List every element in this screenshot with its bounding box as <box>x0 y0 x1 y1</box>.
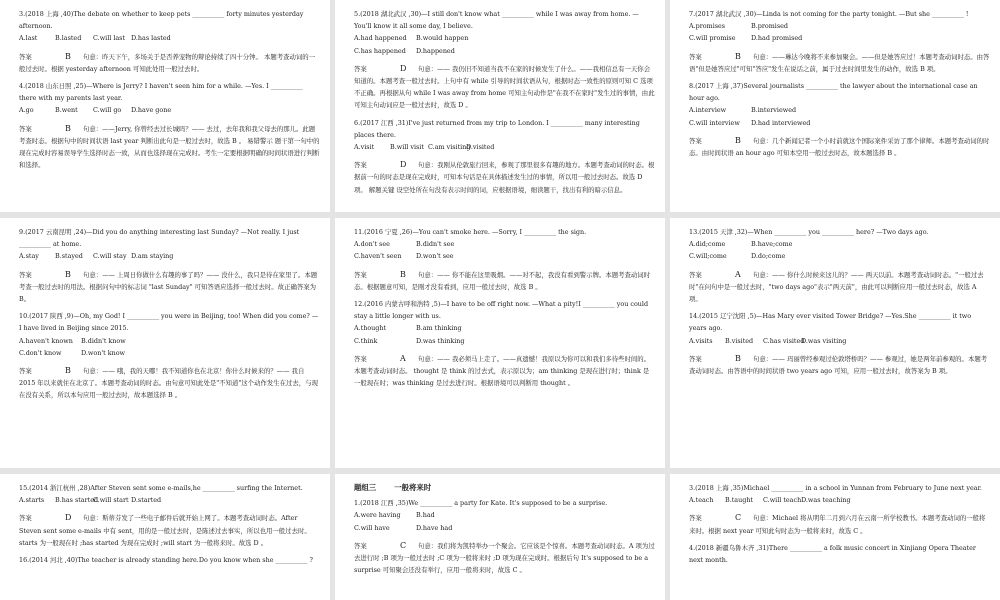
option-item: C.will teach <box>763 496 802 505</box>
option-item: C.will go <box>93 106 122 115</box>
answer-explanation <box>19 365 320 402</box>
option-item: C.am visiting <box>428 143 471 152</box>
question-text: 16.(2014 河北 ,40)The teacher is already standing here.Do you know when she __________ ? <box>19 556 313 565</box>
option-item: B.has started <box>55 496 99 505</box>
explanation-text: 句意：几个新闻记者一个小时前就这个国际案件采访了那个律师。本题考查动词的时态。由时间状语 an hour ago 可知本空用一般过去时态，故本题选择 B 。 <box>689 136 990 158</box>
answer-explanation <box>354 353 655 390</box>
question-text: 6.(2017 江西 ,31)I've just returned from my trip to London. I __________ many interesting places there. <box>354 118 640 139</box>
answer-options <box>689 104 990 128</box>
option-item: D.was visiting <box>801 336 847 345</box>
option-item: A.promises <box>689 22 726 31</box>
answer-options <box>689 238 990 262</box>
option-item: C.think <box>354 336 378 345</box>
answer-label: 答案 <box>354 541 367 550</box>
option-item: D.have had <box>416 523 453 532</box>
explanation-text: 句意：Michael 将从明年二月到六月在云南一所学校教书。本题考查动词的一般将来时。根据 next year 可知此句时态为一般将来时，故选 C 。 <box>689 514 986 535</box>
answer-label: 答案 <box>689 354 702 363</box>
option-item: D.do;come <box>751 252 786 261</box>
document-page-4 <box>0 218 330 468</box>
option-item: B.interviewed <box>751 106 797 115</box>
explanation-text: 句意：——Jerry, 你曾经去过长城吗？—— 去过，去年我和我父母去的那儿。此题考查时态。根据句中的时间状语 last year 判断出此句是一般过去时，故选 B 。 易错警示 题干第一句中的现在完成时容易误导学生选择时态一致，从而也选择现在完成时。考生一定要根据明确的时间状语进行判断和选择。 <box>19 124 320 170</box>
explanation-text: 句意：我们将为凯特举办一个聚会。它应该是个惊喜。本题考查动词时态。A 项为过去进行时 ;B 项为一般过去时 ;C 项为一般将来时 ;D 项为现在完成时。根据后句 It's supposed to be a surprise 可知聚会还没有举行，应用一般将来时，故选 C 。 <box>354 541 655 575</box>
option-item: D.had promised <box>751 34 803 43</box>
option-item: D.had interviewed <box>751 118 811 127</box>
option-item: B.will visit <box>390 143 424 152</box>
answer-options <box>354 322 655 346</box>
option-item: C.will;come <box>689 252 727 261</box>
document-page-6 <box>670 218 1000 468</box>
answer-letter: A <box>735 269 741 279</box>
question-text: 9.(2017 云南昆明 ,24)—Did you do anything interesting last Sunday? —Not really. I just __________ at home. <box>19 228 300 249</box>
option-item: A.visits <box>689 336 713 345</box>
option-item: B.stayed <box>55 252 83 261</box>
answer-label: 答案 <box>19 514 32 523</box>
question-text: 11.(2016 宁夏 ,26)—You can't smoke here. —Sorry, I __________ the sign. <box>354 228 587 236</box>
document-page-3 <box>670 0 1000 212</box>
document-page-7 <box>0 474 330 600</box>
answer-label: 答案 <box>354 64 367 73</box>
answer-letter: B <box>400 269 406 279</box>
answer-explanation <box>354 269 655 293</box>
question-text: 10.(2017 陕西 ,9)—Oh, my God! I __________ you were in Beijing, too! When did you come? —I have lived in Beijing since 2015. <box>19 312 319 333</box>
answer-options <box>354 141 655 153</box>
answer-options <box>19 32 320 44</box>
answer-label: 答案 <box>354 270 367 279</box>
option-item: B.had <box>416 511 435 520</box>
answer-label: 答案 <box>689 514 702 523</box>
explanation-text: 句意：斯蒂芬发了一些电子邮件后就开始上网了。本题考查动词时态。After Steven sent some e-mails 中有 sent，用的是一般过去时，是陈述过去事实，所以也用一般过去时。 starts 为一般现在时 ;has started 为现在完成时 ;will start 为一般将来时。故选 D 。 <box>19 514 311 547</box>
answer-options <box>689 335 990 347</box>
option-item: A.did;come <box>689 240 726 249</box>
option-item: C.will start <box>93 496 129 505</box>
answer-label: 答案 <box>689 136 702 145</box>
answer-label: 答案 <box>19 270 32 279</box>
option-item: C.will interview <box>689 118 740 127</box>
answer-explanation <box>19 51 320 75</box>
option-item: D.am staying <box>131 252 174 261</box>
answer-label: 答案 <box>354 354 367 363</box>
answer-letter: D <box>400 160 407 170</box>
explanation-text: 句意：—— 我仍旧不知道当我不在家的时候发生了什么。——我相信总有一天你会知道的。本题考查一般过去时。上句中有 while 引导的时间状语从句，根据时态一致性的原则可知 C 选项不正确。再根据从句 while I was away from home 可知主句动作是"在我不在家时"发生过的事情，由此可知主句动词应是一般过去时，故选 D 。 <box>354 64 655 110</box>
answer-label: 答案 <box>19 124 32 133</box>
option-item: B.didn't see <box>416 240 455 249</box>
answer-options <box>689 20 990 44</box>
explanation-text: 句意：—— 哦，我的天哪！我不知道你也在北京！你什么时候来的？—— 我自 2015 年以来就住在北京了。本题考查动词的时态。由句意可知此处是"不知道"这个动作发生在过去，与现在没有关系，所以本句应用一般过去时，故本题选择 B 。 <box>19 367 318 400</box>
option-item: D.won't know <box>81 348 126 357</box>
answer-label: 答案 <box>19 367 32 376</box>
answer-explanation <box>689 512 990 536</box>
option-item: C.will last <box>93 34 126 43</box>
question-text: 3.(2018 上海 ,35)Michael __________ in a school in Yunnan from February to June next year. <box>689 484 982 492</box>
explanation-text: 句意：我刚从伦敦旅行回来，参观了那里很多有趣的地方。本题考查动词的时态。根据前一句的时态是现在完成时，可知本句话是在具体描述发生过的事情，所以用一般过去时态。故选 D 项。 解题关键 设空处所在句没有表示时间的词，应根据语境，细读题干，找出有利的暗示信息。 <box>354 161 655 194</box>
option-item: B.taught <box>725 496 753 505</box>
option-item: A.thought <box>354 324 387 333</box>
question-text: 14.(2015 辽宁沈阳 ,5)—Has Mary ever visited Tower Bridge? —Yes.She __________ it two years ago. <box>689 312 972 333</box>
answer-explanation <box>19 269 320 306</box>
question-text: 3.(2018 上海 ,40)The debate on whether to keep pets __________ forty minutes yesterday afternoon. <box>19 10 304 31</box>
question-text: 7.(2017 湖北武汉 ,30)—Linda is not coming for the party tonight. —But she __________ ! <box>689 10 969 18</box>
answer-explanation <box>19 512 320 549</box>
answer-options <box>354 509 655 533</box>
option-item: D.have gone <box>131 106 172 115</box>
option-item: B.went <box>55 106 78 115</box>
section-heading <box>354 482 655 494</box>
explanation-text: 句意：—— 你什么时候来这儿的？—— 两天以前。本题考查动词时态。"一般过去时"在问句中是一般过去时，"two days ago"表示"两天前"，由此可以判断应用一般过去时态，故选 A 项。 <box>689 270 984 304</box>
option-item: B.would happen <box>416 34 469 43</box>
answer-letter: A <box>400 353 406 363</box>
answer-options <box>19 104 320 116</box>
option-item: B.have;come <box>751 240 793 249</box>
answer-options <box>354 238 655 262</box>
question-text: 13.(2015 天津 ,32)—When __________ you __________ here? —Two days ago. <box>689 228 929 236</box>
answer-explanation <box>689 51 990 75</box>
option-item: C.has happened <box>354 46 406 55</box>
explanation-text: 句意：—— 玛丽曾经参观过伦敦塔桥吗？—— 参观过，她是两年前参观的。本题考查动词时态。由答语中的时间状语 two years ago 可知，应用一般过去时，故答案为 B 项。 <box>689 354 988 376</box>
answer-options <box>19 250 320 262</box>
question-text: 5.(2018 湖北武汉 ,30)—I still don't know what __________ while I was away from home. —You'll know it all some day, I believe. <box>354 10 639 31</box>
question-text: 12.(2016 内蒙古呼和浩特 ,5)—I have to be off right now. —What a pity!I __________ you could stay a little longer with us. <box>354 300 649 321</box>
answer-options <box>19 494 320 506</box>
answer-label: 答案 <box>19 52 32 61</box>
option-item: D.happened <box>416 46 455 55</box>
document-page-2 <box>335 0 665 212</box>
answer-options <box>689 494 990 506</box>
answer-options <box>19 335 320 359</box>
explanation-text: 句意：—— 上周日你做什么有趣的事了吗？—— 没什么，我只是待在家里了。本题考查一般过去时的用法。根据问句中的标志词 "last Sunday" 可知答语应选择一般过去时。故正确答案为 B。 <box>19 270 318 304</box>
explanation-text: 句意：昨天下午，多场关于是否养宠物的辩论持续了四十分钟。 本题考查动词的一般过去时。根据 yesterday afternoon 可知此处用一般过去时。 <box>19 52 316 73</box>
option-item: C.haven't seen <box>354 252 402 261</box>
explanation-text: 句意：——琳达今晚将不来参加聚会。——但是她答应过！本题考查动词时态。由答语"但是她答应过"可知"答应"发生在说话之前，属于过去时间里发生的动作，故选 B 项。 <box>689 52 990 73</box>
option-item: D.visited <box>466 143 495 152</box>
option-item: A.teach <box>689 496 714 505</box>
option-item: C.will stay <box>93 252 127 261</box>
question-text: 4.(2018 新疆乌鲁木齐 ,31)There __________ a folk music concert in Xinjiang Opera Theater next month. <box>689 543 976 565</box>
answer-letter: C <box>735 513 742 523</box>
answer-letter: B <box>65 269 71 279</box>
answer-letter: B <box>65 366 71 376</box>
document-page-1 <box>0 0 330 212</box>
answer-letter: B <box>735 353 741 363</box>
answer-label: 答案 <box>689 52 702 61</box>
document-page-8 <box>335 474 665 600</box>
answer-letter: C <box>400 540 407 550</box>
option-item: A.go <box>19 106 34 115</box>
option-item: B.visited <box>725 336 754 345</box>
answer-explanation <box>689 353 990 377</box>
question-text: 8.(2017 上海 ,37)Several journalists __________ the lawyer about the international case an hour ago. <box>689 82 978 103</box>
answer-label: 答案 <box>689 270 702 279</box>
document-page-5 <box>335 218 665 468</box>
answer-explanation <box>19 123 320 172</box>
option-item: C.will promise <box>689 34 736 43</box>
option-item: A.don't see <box>354 240 390 249</box>
section-title: 一般将来时 <box>394 483 432 492</box>
option-item: B.promised <box>751 22 788 31</box>
question-text: 1.(2018 江西 ,35)We __________ a party for Kate. It's supposed to be a surprise. <box>354 499 608 508</box>
answer-explanation <box>689 269 990 306</box>
section-group-label: 题组三 <box>354 483 377 492</box>
answer-letter: D <box>65 513 72 523</box>
answer-options <box>354 32 655 56</box>
option-item: C.don't know <box>19 348 62 357</box>
answer-letter: B <box>735 51 741 61</box>
option-item: A.stay <box>19 252 39 261</box>
option-item: D.was thinking <box>416 336 465 345</box>
answer-letter: B <box>65 123 71 133</box>
option-item: B.am thinking <box>416 324 462 333</box>
option-item: C.will have <box>354 523 390 532</box>
option-item: D.won't see <box>416 252 454 261</box>
explanation-text: 句意：—— 你不能在这里吸烟。——对不起，我没有看到警示牌。本题考查动词时态。根据题意可知，是刚才没有看到，应用一般过去时，故选 B 。 <box>354 270 651 291</box>
option-item: A.haven't known <box>19 336 73 345</box>
answer-letter: B <box>65 51 71 61</box>
option-item: D.started <box>131 496 162 505</box>
option-item: D.was teaching <box>801 496 851 505</box>
option-item: C.has visited <box>763 336 805 345</box>
option-item: A.had happened <box>354 34 407 43</box>
option-item: B.lasted <box>55 34 82 43</box>
option-item: A.interview <box>689 106 727 115</box>
option-item: A.were having <box>354 511 401 520</box>
option-item: A.visit <box>354 143 375 152</box>
answer-letter: B <box>735 135 741 145</box>
option-item: B.didn't know <box>81 336 126 345</box>
answer-explanation <box>689 135 990 159</box>
question-text: 15.(2014 浙江杭州 ,28)After Steven sent some e-mails,he __________ surfing the Internet. <box>19 484 303 492</box>
document-page-9 <box>670 474 1000 600</box>
option-item: D.has lasted <box>131 34 171 43</box>
answer-explanation <box>354 540 655 577</box>
explanation-text: 句意：—— 我必须马上走了。——真遗憾！我原以为你可以和我们多待些时间的。本题考查动词时态。 thought 是 think 的过去式，表示原以为；am thinking 是现在进行时；think 是一般现在时；was thinking 是过去进行时。根据语境可以判断用 thought 。 <box>354 354 651 388</box>
option-item: A.last <box>19 34 38 43</box>
answer-letter: D <box>400 63 407 73</box>
question-text: 4.(2018 山东日照 ,25)—Where is Jerry? I haven't seen him for a while. —Yes. I __________ there with my parents last year. <box>19 82 303 103</box>
answer-explanation <box>354 63 655 112</box>
answer-explanation <box>354 159 655 196</box>
answer-label: 答案 <box>354 161 367 170</box>
option-item: A.starts <box>19 496 45 505</box>
